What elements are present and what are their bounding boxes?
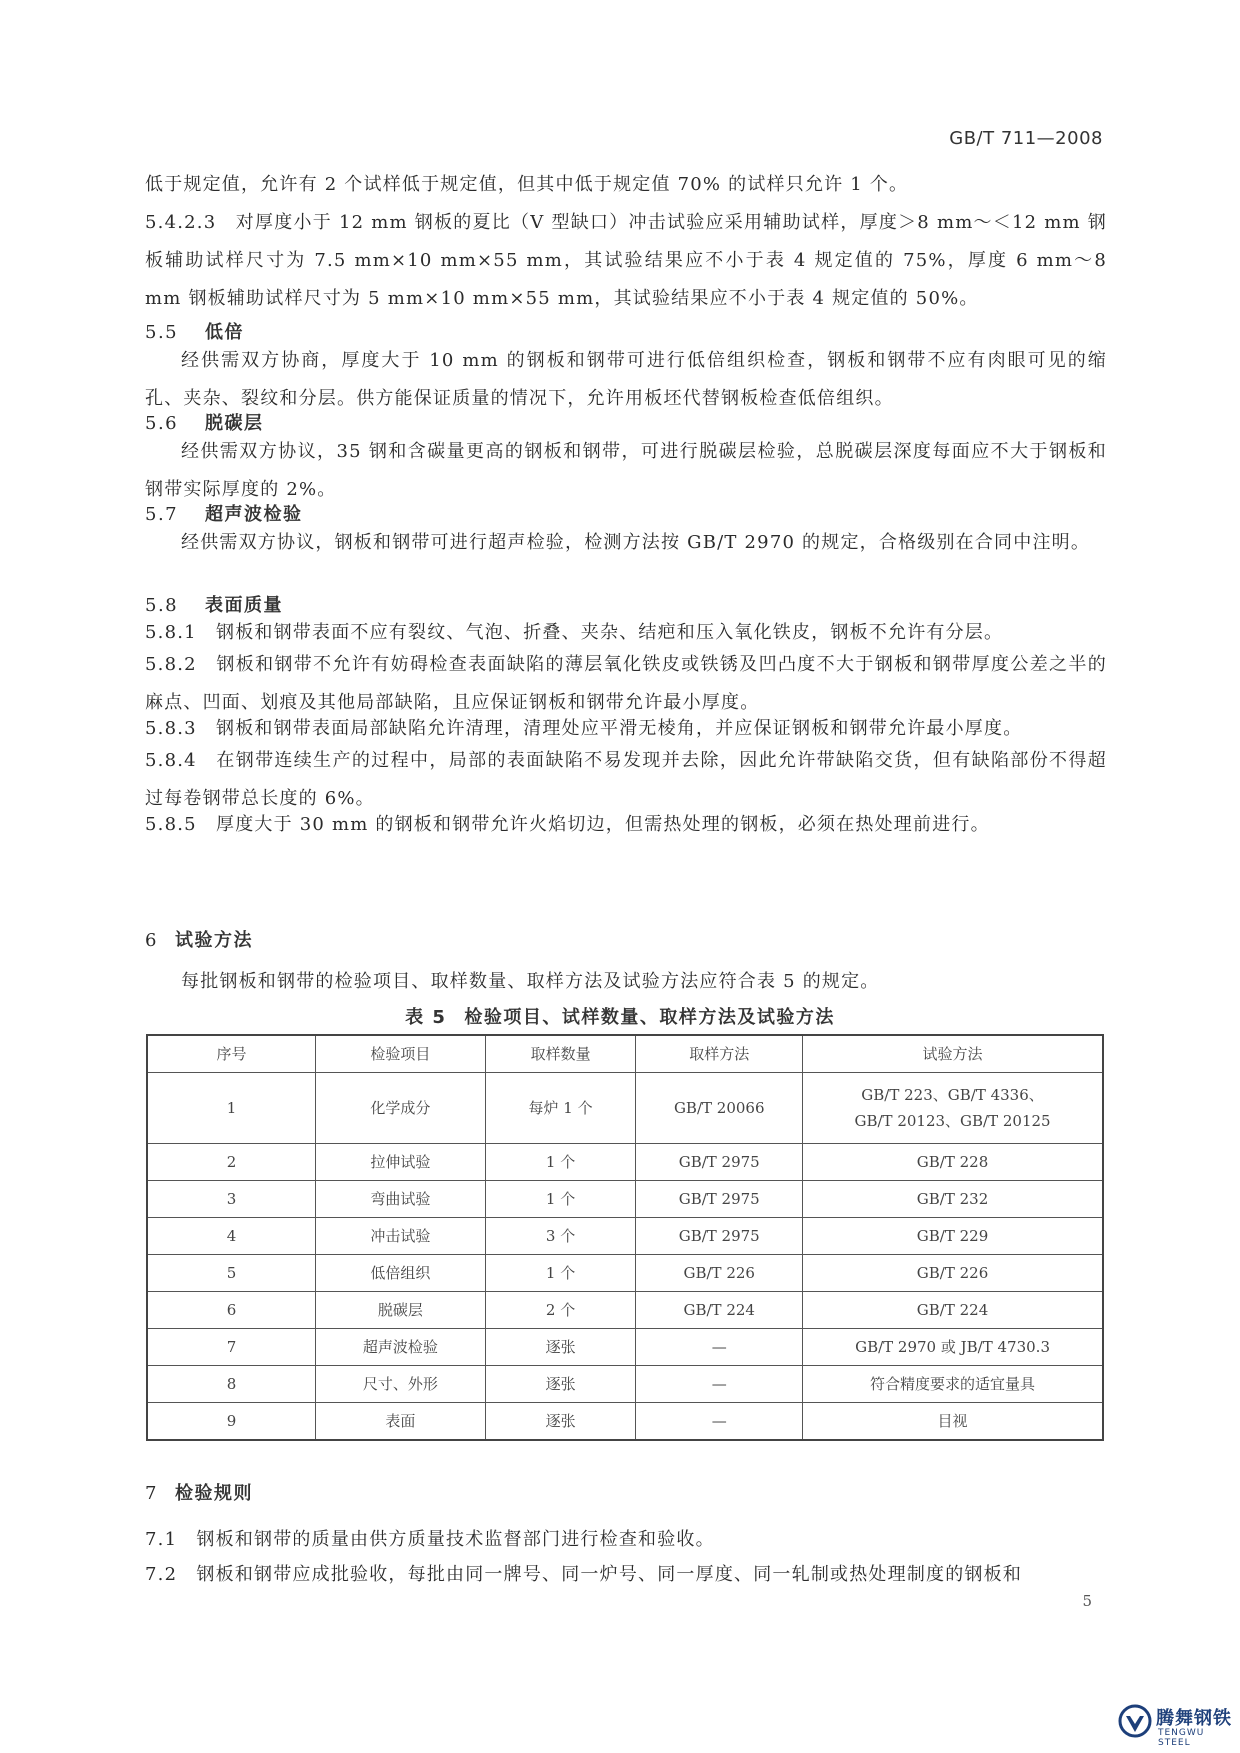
table-cell: GB/T 2975: [636, 1144, 803, 1181]
table-cell: 1 个: [485, 1255, 636, 1292]
table-cell: 每炉 1 个: [485, 1073, 636, 1144]
heading-title: 低倍: [205, 322, 244, 343]
table-row: [147, 1144, 1103, 1181]
table-row: [147, 1292, 1103, 1329]
table-cell: GB/T 226: [803, 1255, 1103, 1292]
table-cell: GB/T 224: [636, 1292, 803, 1329]
clause-5-8-4: 5.8.4 在钢带连续生产的过程中，局部的表面缺陷不易发现并去除，因此允许带缺陷交货，但有缺陷部份不得超过每卷钢带总长度的 6%。: [145, 750, 1107, 809]
header-cell: 序号: [147, 1035, 316, 1073]
table-row: [147, 1329, 1103, 1366]
table-cell: 6: [147, 1292, 316, 1329]
table-cell: 符合精度要求的适宜量具: [803, 1366, 1103, 1403]
table-cell: GB/T 229: [803, 1218, 1103, 1255]
table-row: [147, 1255, 1103, 1292]
table-cell: 3 个: [485, 1218, 636, 1255]
clause-5-8-3: 5.8.3 钢板和钢带表面局部缺陷允许清理，清理处应平滑无棱角，并应保证钢板和钢带允许最小厚度。: [145, 718, 1023, 739]
logo-text-en: TENGWU STEEL: [1158, 1728, 1205, 1748]
standard-code: GB/T 711—2008: [949, 128, 1103, 149]
clause-7-2: 7.2 钢板和钢带应成批验收，每批由同一牌号、同一炉号、同一厚度、同一轧制或热处理制度的钢板和: [145, 1564, 1023, 1585]
table-caption: [0, 1003, 1240, 1029]
heading-number: 5.8: [145, 595, 179, 616]
header-cell: 取样数量: [485, 1035, 636, 1073]
table-cell: 低倍组织: [316, 1255, 486, 1292]
header-cell: 试验方法: [803, 1035, 1103, 1073]
table-cell: GB/T 2970 或 JB/T 4730.3: [803, 1329, 1103, 1366]
table-cell: 1 个: [485, 1144, 636, 1181]
heading-number: 5.6: [145, 413, 179, 434]
table-cell: 1 个: [485, 1181, 636, 1218]
heading-title: 表面质量: [205, 595, 283, 616]
heading-5-5: [145, 318, 244, 344]
heading-title: 超声波检验: [205, 504, 303, 525]
table-caption-title: 检验项目、试样数量、取样方法及试验方法: [464, 1007, 835, 1028]
table-caption-label: 表 5: [405, 1007, 447, 1028]
clause-5-7-text: 经供需双方协议，钢板和钢带可进行超声检验，检测方法按 GB/T 2970 的规定，合格级别在合同中注明。: [181, 532, 1091, 553]
table-cell: 冲击试验: [316, 1218, 486, 1255]
table-cell: GB/T 20066: [636, 1073, 803, 1144]
table-cell: 5: [147, 1255, 316, 1292]
table-row: [147, 1403, 1103, 1441]
heading-title: 检验规则: [175, 1483, 253, 1504]
table-cell: —: [636, 1329, 803, 1366]
clause-5-8-1: 5.8.1 钢板和钢带表面不应有裂纹、气泡、折叠、夹杂、结疤和压入氧化铁皮，钢板不允许有分层。: [145, 622, 1004, 643]
table-cell: 脱碳层: [316, 1292, 486, 1329]
table-cell: 逐张: [485, 1366, 636, 1403]
table-cell: 逐张: [485, 1329, 636, 1366]
table-cell: GB/T 228: [803, 1144, 1103, 1181]
page-number: 5: [1082, 1592, 1092, 1610]
heading-number: 7: [145, 1483, 158, 1504]
table-cell: 拉伸试验: [316, 1144, 486, 1181]
table-cell: GB/T 226: [636, 1255, 803, 1292]
table-cell: 目视: [803, 1403, 1103, 1441]
table-cell: 7: [147, 1329, 316, 1366]
table-cell: —: [636, 1366, 803, 1403]
clause-5-4-2-3: 5.4.2.3 对厚度小于 12 mm 钢板的夏比（V 型缺口）冲击试验应采用辅助试样，厚度＞8 mm～＜12 mm 钢板辅助试样尺寸为 7.5 mm×10 mm×55 mm，其试验结果应不小于表 4 规定值的 75%，厚度 6 mm～8 mm 钢板辅助试样尺寸为 5 mm×10 mm×55 mm，其试验结果应不小于表 4 规定值的 50%。: [145, 212, 1107, 309]
logo-text-cn: 腾舞钢铁: [1156, 1708, 1232, 1729]
paragraph-continued: 低于规定值，允许有 2 个试样低于规定值，但其中低于规定值 70% 的试样只允许 1 个。: [145, 174, 909, 195]
heading-number: 5.5: [145, 322, 179, 343]
table-row: [147, 1181, 1103, 1218]
table-cell: 4: [147, 1218, 316, 1255]
table-cell: GB/T 232: [803, 1181, 1103, 1218]
table-cell: GB/T 2975: [636, 1181, 803, 1218]
table-5: [146, 1034, 1104, 1441]
company-logo: [1118, 1700, 1236, 1746]
table-cell: 逐张: [485, 1403, 636, 1441]
clause-5-8-5: 5.8.5 厚度大于 30 mm 的钢板和钢带允许火焰切边，但需热处理的钢板，必须在热处理前进行。: [145, 814, 990, 835]
clause-5-5-text: 经供需双方协商，厚度大于 10 mm 的钢板和钢带可进行低倍组织检查，钢板和钢带不应有肉眼可见的缩孔、夹杂、裂纹和分层。供方能保证质量的情况下，允许用板坯代替钢板检查低倍组织。: [145, 350, 1107, 409]
clause-7-1: 7.1 钢板和钢带的质量由供方质量技术监督部门进行检查和验收。: [145, 1529, 715, 1550]
heading-7: [145, 1479, 253, 1505]
table-cell: GB/T 223、GB/T 4336、 GB/T 20123、GB/T 20125: [803, 1073, 1103, 1144]
heading-6: [145, 926, 253, 952]
table-cell: GB/T 2975: [636, 1218, 803, 1255]
table-cell: 化学成分: [316, 1073, 486, 1144]
table-cell: 尺寸、外形: [316, 1366, 486, 1403]
table-cell: GB/T 224: [803, 1292, 1103, 1329]
table-cell: 1: [147, 1073, 316, 1144]
table-header-row: [147, 1035, 1103, 1073]
table-cell: 弯曲试验: [316, 1181, 486, 1218]
heading-title: 脱碳层: [205, 413, 264, 434]
tengwu-logo-icon: [1118, 1704, 1152, 1738]
heading-number: 5.7: [145, 504, 179, 525]
table-cell: —: [636, 1403, 803, 1441]
table-row: [147, 1073, 1103, 1144]
heading-5-7: [145, 500, 303, 526]
table-cell: 2: [147, 1144, 316, 1181]
table-row: [147, 1218, 1103, 1255]
clause-5-8-2: 5.8.2 钢板和钢带不允许有妨碍检查表面缺陷的薄层氧化铁皮或铁锈及凹凸度不大于钢板和钢带厚度公差之半的麻点、凹面、划痕及其他局部缺陷，且应保证钢板和钢带允许最小厚度。: [145, 654, 1107, 713]
clause-6-text: 每批钢板和钢带的检验项目、取样数量、取样方法及试验方法应符合表 5 的规定。: [181, 971, 880, 992]
heading-number: 6: [145, 930, 158, 951]
table-cell: 8: [147, 1366, 316, 1403]
table-cell: 超声波检验: [316, 1329, 486, 1366]
table-cell: 表面: [316, 1403, 486, 1441]
header-cell: 取样方法: [636, 1035, 803, 1073]
table-cell: 9: [147, 1403, 316, 1441]
heading-title: 试验方法: [175, 930, 253, 951]
table-cell: 3: [147, 1181, 316, 1218]
heading-5-6: [145, 409, 264, 435]
header-cell: 检验项目: [316, 1035, 486, 1073]
table-row: [147, 1366, 1103, 1403]
clause-5-6-text: 经供需双方协议，35 钢和含碳量更高的钢板和钢带，可进行脱碳层检验，总脱碳层深度每面应不大于钢板和钢带实际厚度的 2%。: [145, 441, 1107, 500]
table-cell: 2 个: [485, 1292, 636, 1329]
